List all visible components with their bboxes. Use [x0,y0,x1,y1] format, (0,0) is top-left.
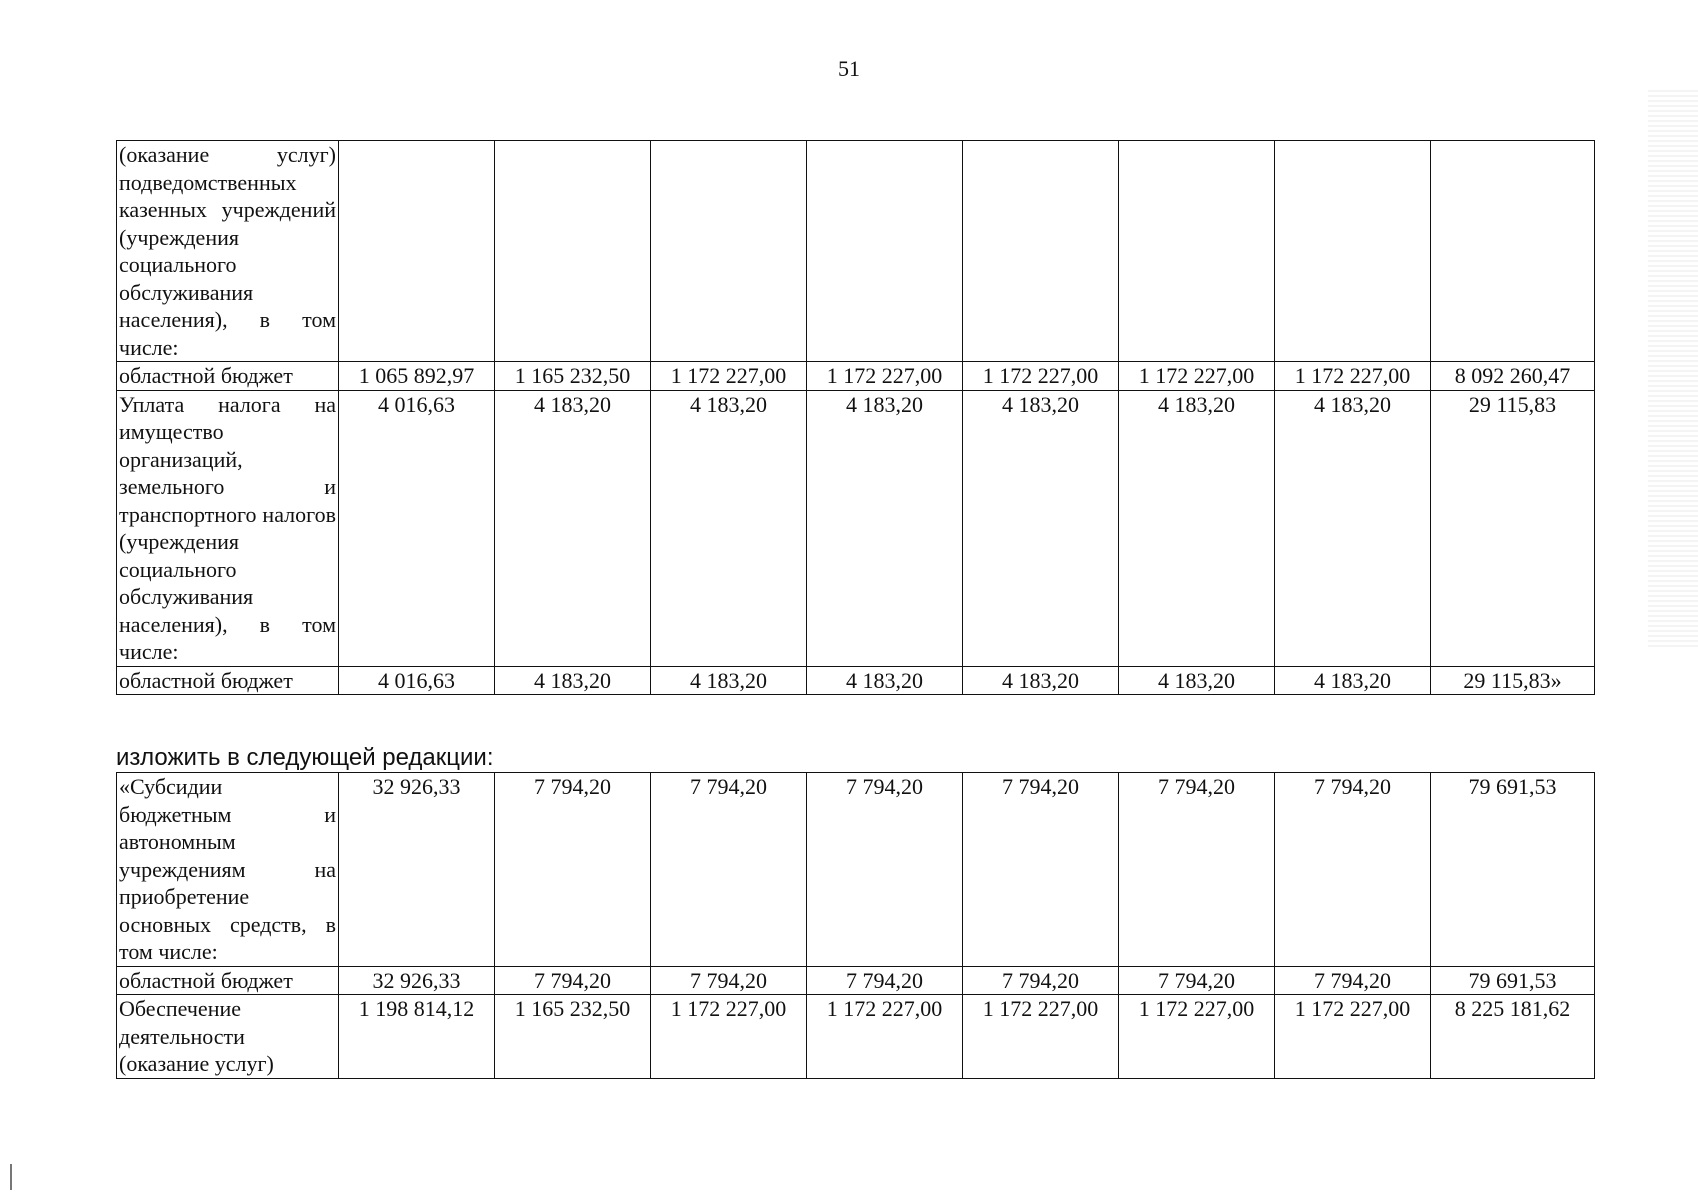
cell-value [339,141,495,362]
cell-value: 7 794,20 [495,773,651,967]
table-old-body [117,141,1595,695]
cell-value: 7 794,20 [807,773,963,967]
cell-value: 1 172 227,00 [1275,995,1431,1079]
cell-value: 1 172 227,00 [1119,362,1275,391]
cell-value: 4 183,20 [963,666,1119,695]
row-label: областной бюджет [117,362,339,391]
cell-value: 7 794,20 [651,966,807,995]
cell-value: 4 183,20 [807,666,963,695]
table-new-wording [116,772,1595,1079]
cell-value: 7 794,20 [651,773,807,967]
cell-value: 4 183,20 [1119,390,1275,666]
cell-value [963,141,1119,362]
page-number: 51 [838,56,860,81]
table-old-wording [116,140,1595,695]
table-row [117,995,1595,1079]
table-row [117,966,1595,995]
cell-value: 1 172 227,00 [651,995,807,1079]
cell-value: 32 926,33 [339,773,495,967]
cell-value: 1 165 232,50 [495,995,651,1079]
cell-total: 29 115,83 [1431,390,1595,666]
cell-value: 1 172 227,00 [1275,362,1431,391]
scan-edge-artifact [1648,90,1698,650]
cell-value: 7 794,20 [1275,773,1431,967]
cell-value: 4 183,20 [495,666,651,695]
cell-value: 4 183,20 [963,390,1119,666]
cell-value: 7 794,20 [963,773,1119,967]
table-row [117,666,1595,695]
cell-value: 1 065 892,97 [339,362,495,391]
cell-total: 8 225 181,62 [1431,995,1595,1079]
cell-value: 7 794,20 [963,966,1119,995]
cell-value: 7 794,20 [1275,966,1431,995]
cell-value [807,141,963,362]
row-label: «Субсидии бюджетным и автономным учреждениям на приобретение основных средств, в том числе: [117,773,339,967]
cell-value: 1 172 227,00 [651,362,807,391]
cell-value [1275,141,1431,362]
cell-value: 1 165 232,50 [495,362,651,391]
cell-value: 4 183,20 [807,390,963,666]
cell-value: 32 926,33 [339,966,495,995]
cell-value [651,141,807,362]
instruction-text: изложить в следующей редакции: [116,744,494,771]
cell-value: 1 172 227,00 [963,362,1119,391]
cell-value: 7 794,20 [807,966,963,995]
row-label: областной бюджет [117,666,339,695]
cell-total [1431,141,1595,362]
cell-value: 1 172 227,00 [807,362,963,391]
table-row [117,141,1595,362]
cell-total: 79 691,53 [1431,773,1595,967]
cell-value: 4 183,20 [651,390,807,666]
cell-value: 7 794,20 [1119,773,1275,967]
row-label: Уплата налога на имущество организаций, земельного и транспортного налогов (учреждения социального обслуживания населения), в том числе: [117,390,339,666]
cell-total: 29 115,83» [1431,666,1595,695]
cell-total: 8 092 260,47 [1431,362,1595,391]
cell-value: 4 183,20 [651,666,807,695]
cell-value: 1 172 227,00 [807,995,963,1079]
cell-value: 1 172 227,00 [1119,995,1275,1079]
cell-value: 4 183,20 [495,390,651,666]
cell-value: 1 198 814,12 [339,995,495,1079]
cell-total: 79 691,53 [1431,966,1595,995]
cell-value: 4 183,20 [1119,666,1275,695]
table-row [117,362,1595,391]
cell-value: 7 794,20 [495,966,651,995]
cell-value: 4 183,20 [1275,666,1431,695]
row-label: областной бюджет [117,966,339,995]
scan-mark-artifact [10,1164,12,1190]
cell-value: 4 016,63 [339,390,495,666]
row-label: (оказание услуг) подведомственных казенных учреждений (учреждения социального обслуживания населения), в том числе: [117,141,339,362]
table-row [117,390,1595,666]
cell-value: 4 016,63 [339,666,495,695]
cell-value [495,141,651,362]
table-row [117,773,1595,967]
table-new-body [117,773,1595,1079]
cell-value: 1 172 227,00 [963,995,1119,1079]
cell-value: 4 183,20 [1275,390,1431,666]
row-label: Обеспечение деятельности (оказание услуг) [117,995,339,1079]
cell-value [1119,141,1275,362]
cell-value: 7 794,20 [1119,966,1275,995]
